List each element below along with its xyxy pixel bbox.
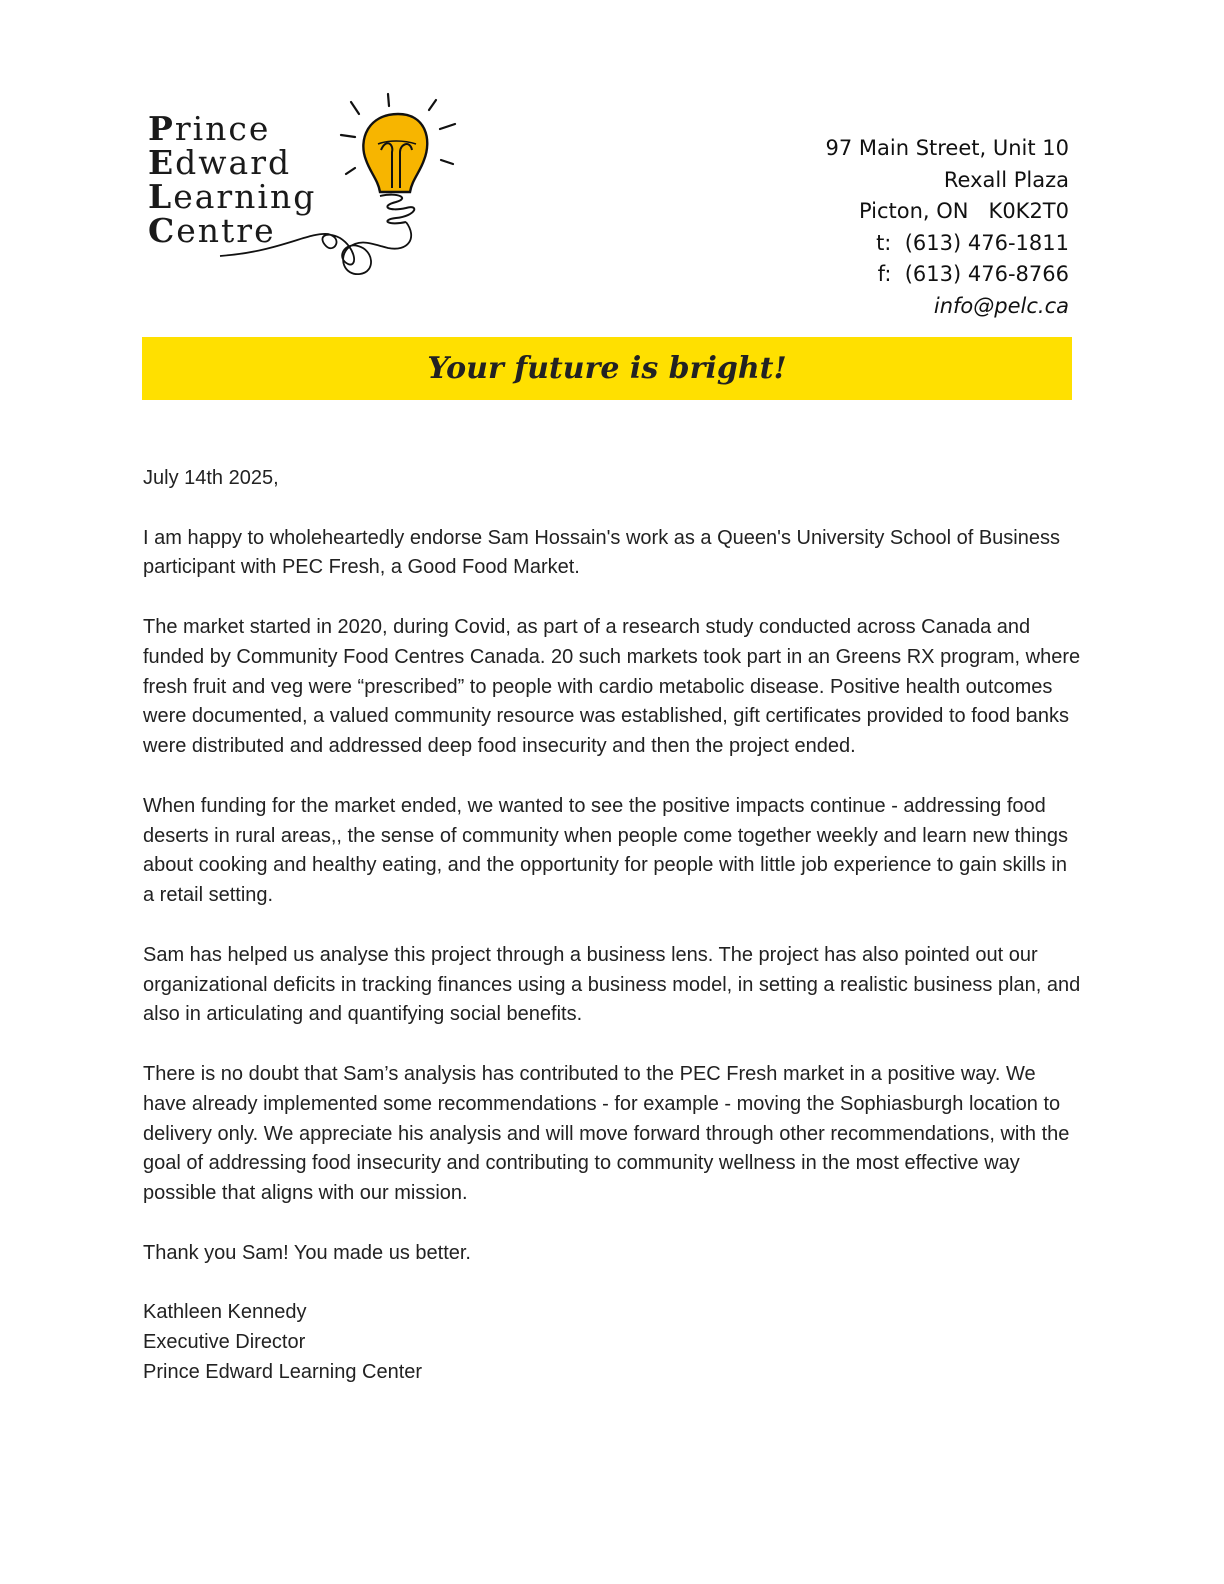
organization-logo	[148, 88, 468, 288]
address-city: Picton, ON K0K2T0	[858, 199, 1069, 223]
letter-paragraph-3: When funding for the market ended, we wanted to see the positive impacts continue - addressing food deserts in rural areas,, the sense of community when people come together weekly and learn new things about cooking and healthy eating, and the opportunity for people with little job experience to gain skills in a retail setting.	[143, 794, 1068, 907]
letter-paragraph-5: There is no doubt that Sam’s analysis has contributed to the PEC Fresh market in a positive way. We have already implemented some recommendations - for example - moving the Sophiasburgh location to delivery only. We appreciate his analysis and will move forward through other recommendations, with the goal of addressing food insecurity and contributing to community wellness in the most effective way possible that aligns with our mission.	[143, 1062, 1070, 1205]
letter-body	[143, 464, 1083, 1388]
letter-date: July 14th 2025,	[143, 467, 279, 489]
logo-line-1: Prince	[148, 109, 271, 148]
address-email[interactable]: info@pelc.ca	[933, 293, 1069, 318]
logo-wordmark	[148, 109, 317, 250]
slogan-banner	[142, 337, 1072, 400]
letter-paragraph-1: I am happy to wholeheartedly endorse Sam Hossain's work as a Queen's University School of Business participant with PEC Fresh, a Good Food Market.	[143, 526, 1060, 579]
address-street: 97 Main Street, Unit 10	[825, 136, 1069, 160]
letter-paragraph-4: Sam has helped us analyse this project through a business lens. The project has also pointed out our organizational deficits in tracking finances using a business model, in setting a realistic business plan, and also in articulating and quantifying social benefits.	[143, 943, 1081, 1026]
letter-closing: Thank you Sam! You made us better.	[143, 1241, 471, 1264]
logo-line-4: Centre	[148, 211, 276, 250]
slogan-text: Your future is bright!	[427, 351, 787, 386]
signature-block	[143, 1298, 1083, 1387]
address-fax: f: (613) 476-8766	[877, 262, 1069, 286]
logo-line-2: Edward	[148, 143, 292, 182]
contact-address-block	[825, 133, 1069, 322]
signature-title: Executive Director	[143, 1331, 306, 1354]
logo-line-3: Learning	[148, 177, 317, 216]
signature-organization: Prince Edward Learning Center	[143, 1360, 423, 1383]
letter-paragraph-2: The market started in 2020, during Covid, as part of a research study conducted across Canada and funded by Community Food Centres Canada. 20 such markets took part in an Greens RX program, where fresh fruit and veg were “prescribed” to people with cardio metabolic disease. Positive health outcomes were documented, a valued community resource was established, gift certificates provided to food banks were distributed and addressed deep food insecurity and then the project ended.	[143, 615, 1081, 758]
address-plaza: Rexall Plaza	[943, 167, 1069, 192]
address-phone: t: (613) 476-1811	[876, 230, 1069, 255]
signature-name: Kathleen Kennedy	[143, 1301, 307, 1324]
